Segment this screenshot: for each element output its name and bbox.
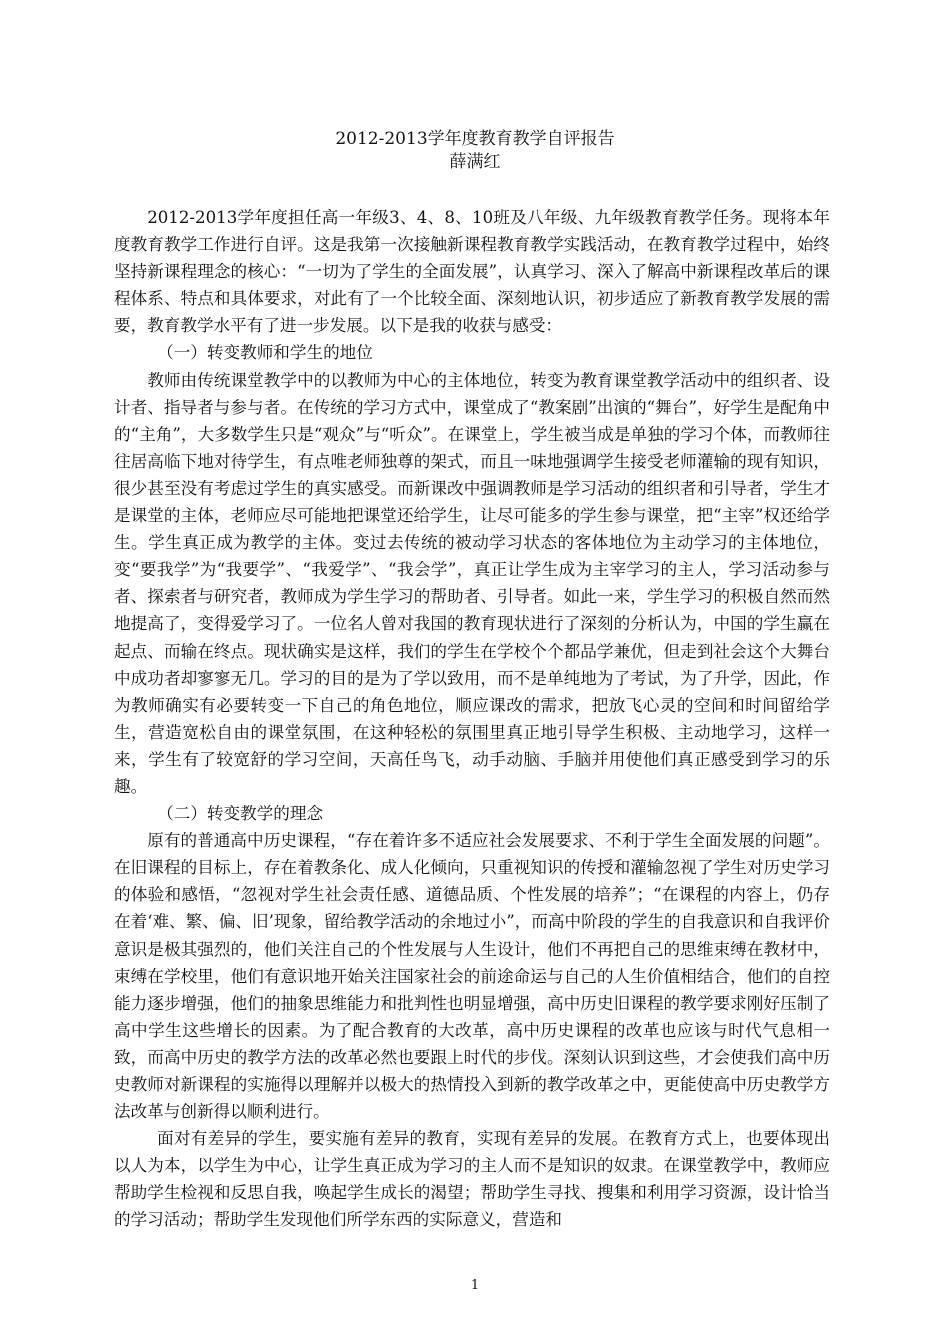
document-body (114, 204, 830, 1234)
intro-paragraph: 2012-2013学年度担任高一年级3、4、8、10班及八年级、九年级教育教学任务。现将本年度教育教学工作进行自评。这是我第一次接触新课程教育教学实践活动，在教育教学过程中，始终坚持新课程理念的核心：“一切为了学生的全面发展”，认真学习、深入了解高中新课程改革后的课程体系、特点和具体要求，对此有了一个比较全面、深刻地认识，初步适应了新教育教学发展的需要，教育教学水平有了进一步发展。以下是我的收获与感受： (114, 208, 830, 336)
document-title: 2012-2013学年度教育教学自评报告 (335, 129, 615, 149)
document-author: 薛满红 (449, 152, 501, 172)
section-heading-1: （一）转变教师和学生的地位 (157, 343, 373, 363)
page-number: 1 (470, 1278, 480, 1293)
section-heading-2: （二）转变教学的理念 (157, 804, 324, 824)
section-paragraph-2: 原有的普通高中历史课程，“存在着许多不适应社会发展要求、不利于学生全面发展的问题”。在旧课程的目标上，存在着教条化、成人化倾向，只重视知识的传授和灌输忽视了学生对历史学习的体验和感悟，“忽视对学生社会责任感、道德品质、个性发展的培养”；“在课程的内容上，仍存在着‘难、繁、偏、旧’现象，留给教学活动的余地过小”，而高中阶段的学生的自我意识和自我评价意识是极其强烈的，他们关注自己的个性发展与人生设计，他们不再把自己的思维束缚在教材中，束缚在学校里，他们有意识地开始关注国家社会的前途命运与自己的人生价值相结合，他们的自控能力逐步增强，他们的抽象思维能力和批判性也明显增强，高中历史旧课程的教学要求刚好压制了高中学生这些增长的因素。为了配合教育的大改革，高中历史课程的改革也应该与时代气息相一致，而高中历史的教学方法的改革必然也要跟上时代的步伐。深刻认识到这些，才会使我们高中历史教师对新课程的实施得以理解并以极大的热情投入到新的教学改革之中，更能使高中历史教学方法改革与创新得以顺利进行。 (114, 831, 830, 1122)
section-paragraph-3: 面对有差异的学生，要实施有差异的教育，实现有差异的发展。在教育方式上，也要体现出以人为本，以学生为中心，让学生真正成为学习的主人而不是知识的奴隶。在课堂教学中，教师应帮助学生检视和反思自我，唤起学生成长的渴望；帮助学生寻找、搜集和利用学习资源，设计恰当的学习活动；帮助学生发现他们所学东西的实际意义，营造和 (114, 1129, 830, 1230)
section-paragraph-1: 教师由传统课堂教学中的以教师为中心的主体地位，转变为教育课堂教学活动中的组织者、设计者、指导者与参与者。在传统的学习方式中，课堂成了“教案剧”出演的“舞台”，好学生是配角中的“主角”，大多数学生只是“观众”与“听众”。在课堂上，学生被当成是单独的学习个体，而教师往往居高临下地对待学生，有点唯老师独尊的架式，而且一味地强调学生接受老师灌输的现有知识，很少甚至没有考虑过学生的真实感受。而新课改中强调教师是学习活动的组织者和引导者，学生才是课堂的主体，老师应尽可能地把课堂还给学生，让尽可能多的学生参与课堂，把“主宰”权还给学生。学生真正成为教学的主体。变过去传统的被动学习状态的客体地位为主动学习的主体地位，变“要我学”为“我要学”、“我爱学”、“我会学”，真正让学生成为主宰学习的主人，学习活动参与者、探索者与研究者，教师成为学生学习的帮助者、引导者。如此一来，学生学习的积极自然而然地提高了，变得爱学习了。一位名人曾对我国的教育现状进行了深刻的分析认为，中国的学生赢在起点、而输在终点。现状确实是这样，我们的学生在学校个个都品学兼优，但走到社会这个大舞台中成功者却寥寥无几。学习的目的是为了学以致用，而不是单纯地为了考试，为了升学，因此，作为教师确实有必要转变一下自己的角色地位，顺应课改的需求，把放飞心灵的空间和时间留给学生，营造宽松自由的课堂氛围，在这种轻松的氛围里真正地引导学生积极、主动地学习，这样一来，学生有了较宽舒的学习空间，天高任鸟飞，动手动脑、手脑并用使他们真正感受到学习的乐趣。 (114, 370, 830, 796)
